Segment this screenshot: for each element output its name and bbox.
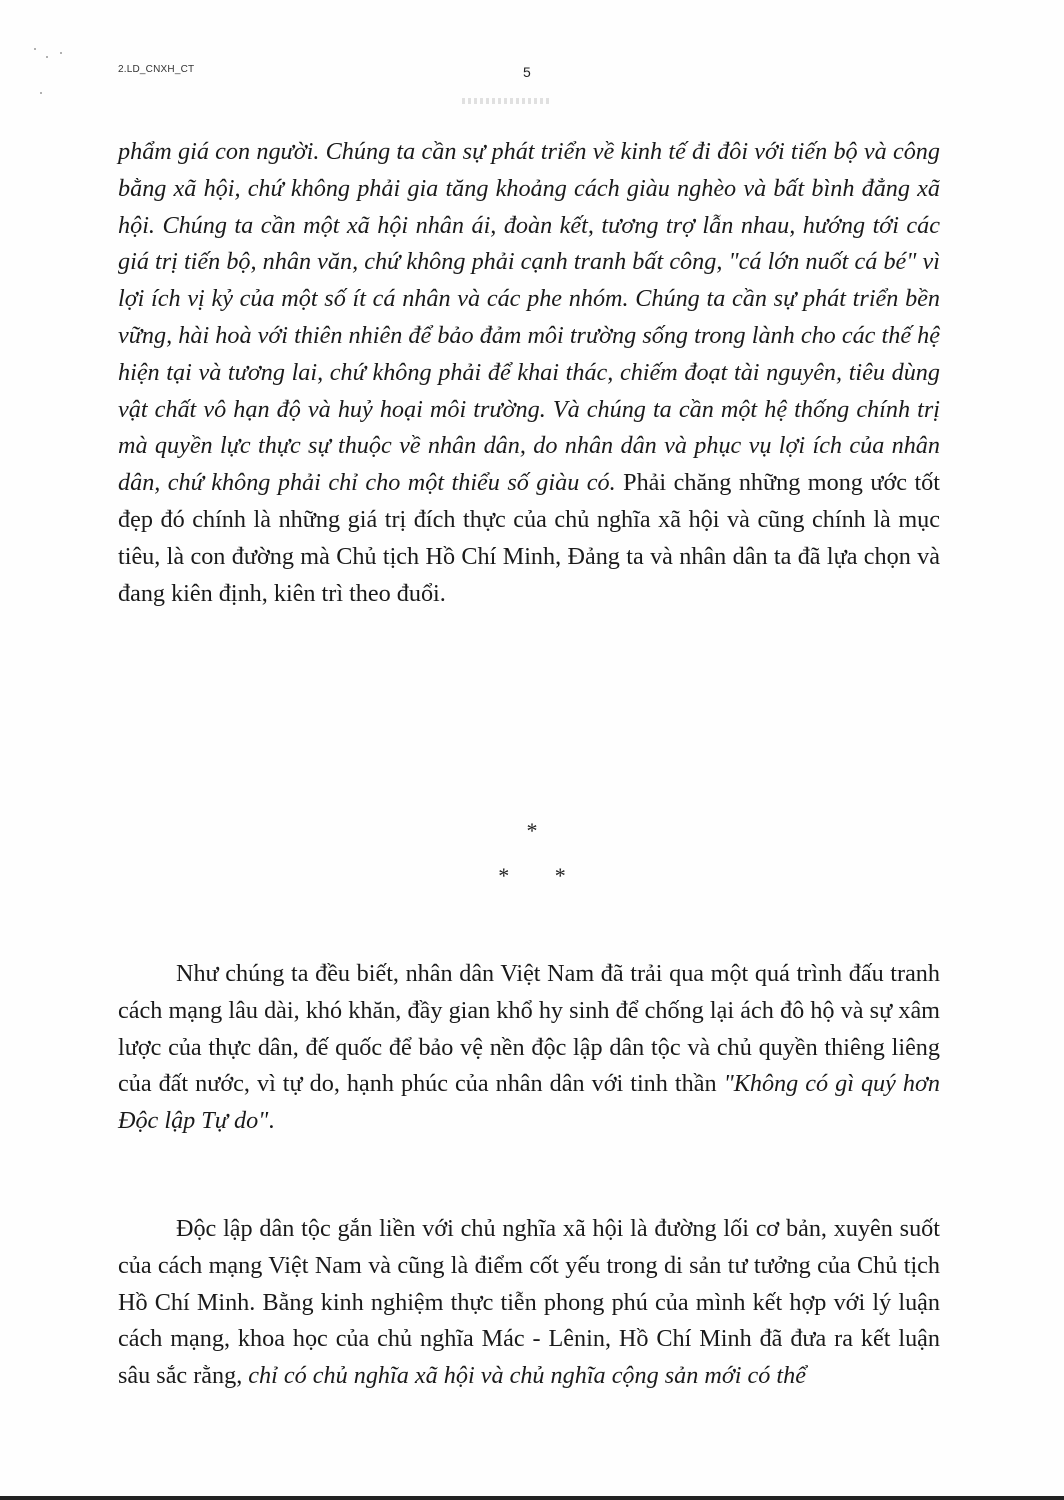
paragraph-1-italic: phẩm giá con người. Chúng ta cần sự phát triển về kinh tế đi đôi với tiến bộ và công bằng xã hội, chứ không phải gia tăng khoảng cách giàu nghèo và bất bình đẳng xã hội. Chúng ta cần một xã hội nhân ái, đoàn kết, tương trợ lẫn nhau, hướng tới các giá trị tiến bộ, nhân văn, chứ không phải cạnh tranh bất công, "cá lớn nuốt cá bé" vì lợi ích vị kỷ của một số ít cá nhân và các phe nhóm. Chúng ta cần sự phát triển bền vững, hài hoà với thiên nhiên để bảo đảm môi trường sống trong lành cho các thế hệ hiện tại và tương lai, chứ không phải để khai thác, chiếm đoạt tài nguyên, tiêu dùng vật chất vô hạn độ và huỷ hoại môi trường. Và chúng ta cần một hệ thống chính trị mà quyền lực thực sự thuộc về nhân dân, do nhân dân và phục vụ lợi ích của nhân dân, chứ không phải chỉ cho một thiểu số giàu có. bbox=[118, 138, 940, 497]
paragraph-3-italic: chỉ có chủ nghĩa xã hội và chủ nghĩa cộng sản mới có thể bbox=[248, 1362, 806, 1390]
header-smudge bbox=[462, 98, 552, 104]
paragraph-3 bbox=[118, 1211, 940, 1395]
scan-speck bbox=[40, 92, 42, 94]
paragraph-3-regular: Độc lập dân tộc gắn liền với chủ nghĩa xã hội là đường lối cơ bản, xuyên suốt của cách mạng Việt Nam và cũng là điểm cốt yếu trong di sản tư tưởng của Chủ tịch Hồ Chí Minh. Bằng kinh nghiệm thực tiễn phong phú của mình kết hợp với lý luận cách mạng, khoa học của chủ nghĩa Mác - Lênin, Hồ Chí Minh đã đưa ra kết luận sâu sắc rằng, bbox=[118, 1215, 940, 1390]
paragraph-2-regular: Như chúng ta đều biết, nhân dân Việt Nam đã trải qua một quá trình đấu tranh cách mạng lâu dài, khó khăn, đầy gian khổ hy sinh để chống lại ách đô hộ và sự xâm lược của thực dân, đế quốc để bảo vệ nền độc lập dân tộc và chủ quyền thiêng liêng của đất nước, vì tự do, hạnh phúc của nhân dân với tinh thần bbox=[118, 960, 940, 1098]
scan-speck bbox=[60, 52, 62, 54]
paragraph-2 bbox=[118, 956, 940, 1140]
paragraph-1-regular: Phải chăng những mong ước tốt đẹp đó chính là những giá trị đích thực của chủ nghĩa xã hội và cũng chính là mục tiêu, là con đường mà Chủ tịch Hồ Chí Minh, Đảng ta và nhân dân ta đã lựa chọn và đang kiên định, kiên trì theo đuổi. bbox=[118, 469, 940, 607]
paragraph-2-quote: "Không có gì quý hơn Độc lập Tự do" bbox=[118, 1070, 940, 1135]
paragraph-2-ending: . bbox=[268, 1107, 275, 1135]
scan-speck bbox=[46, 56, 48, 58]
paragraph-1 bbox=[118, 134, 940, 612]
scan-bottom-edge bbox=[0, 1496, 1064, 1500]
page-number: 5 bbox=[523, 64, 531, 80]
document-code: 2.LD_CNXH_CT bbox=[118, 64, 195, 75]
scan-speck bbox=[34, 48, 36, 50]
separator-top-asterisk: * bbox=[526, 818, 538, 843]
separator-bottom-asterisks: * * bbox=[498, 863, 566, 888]
